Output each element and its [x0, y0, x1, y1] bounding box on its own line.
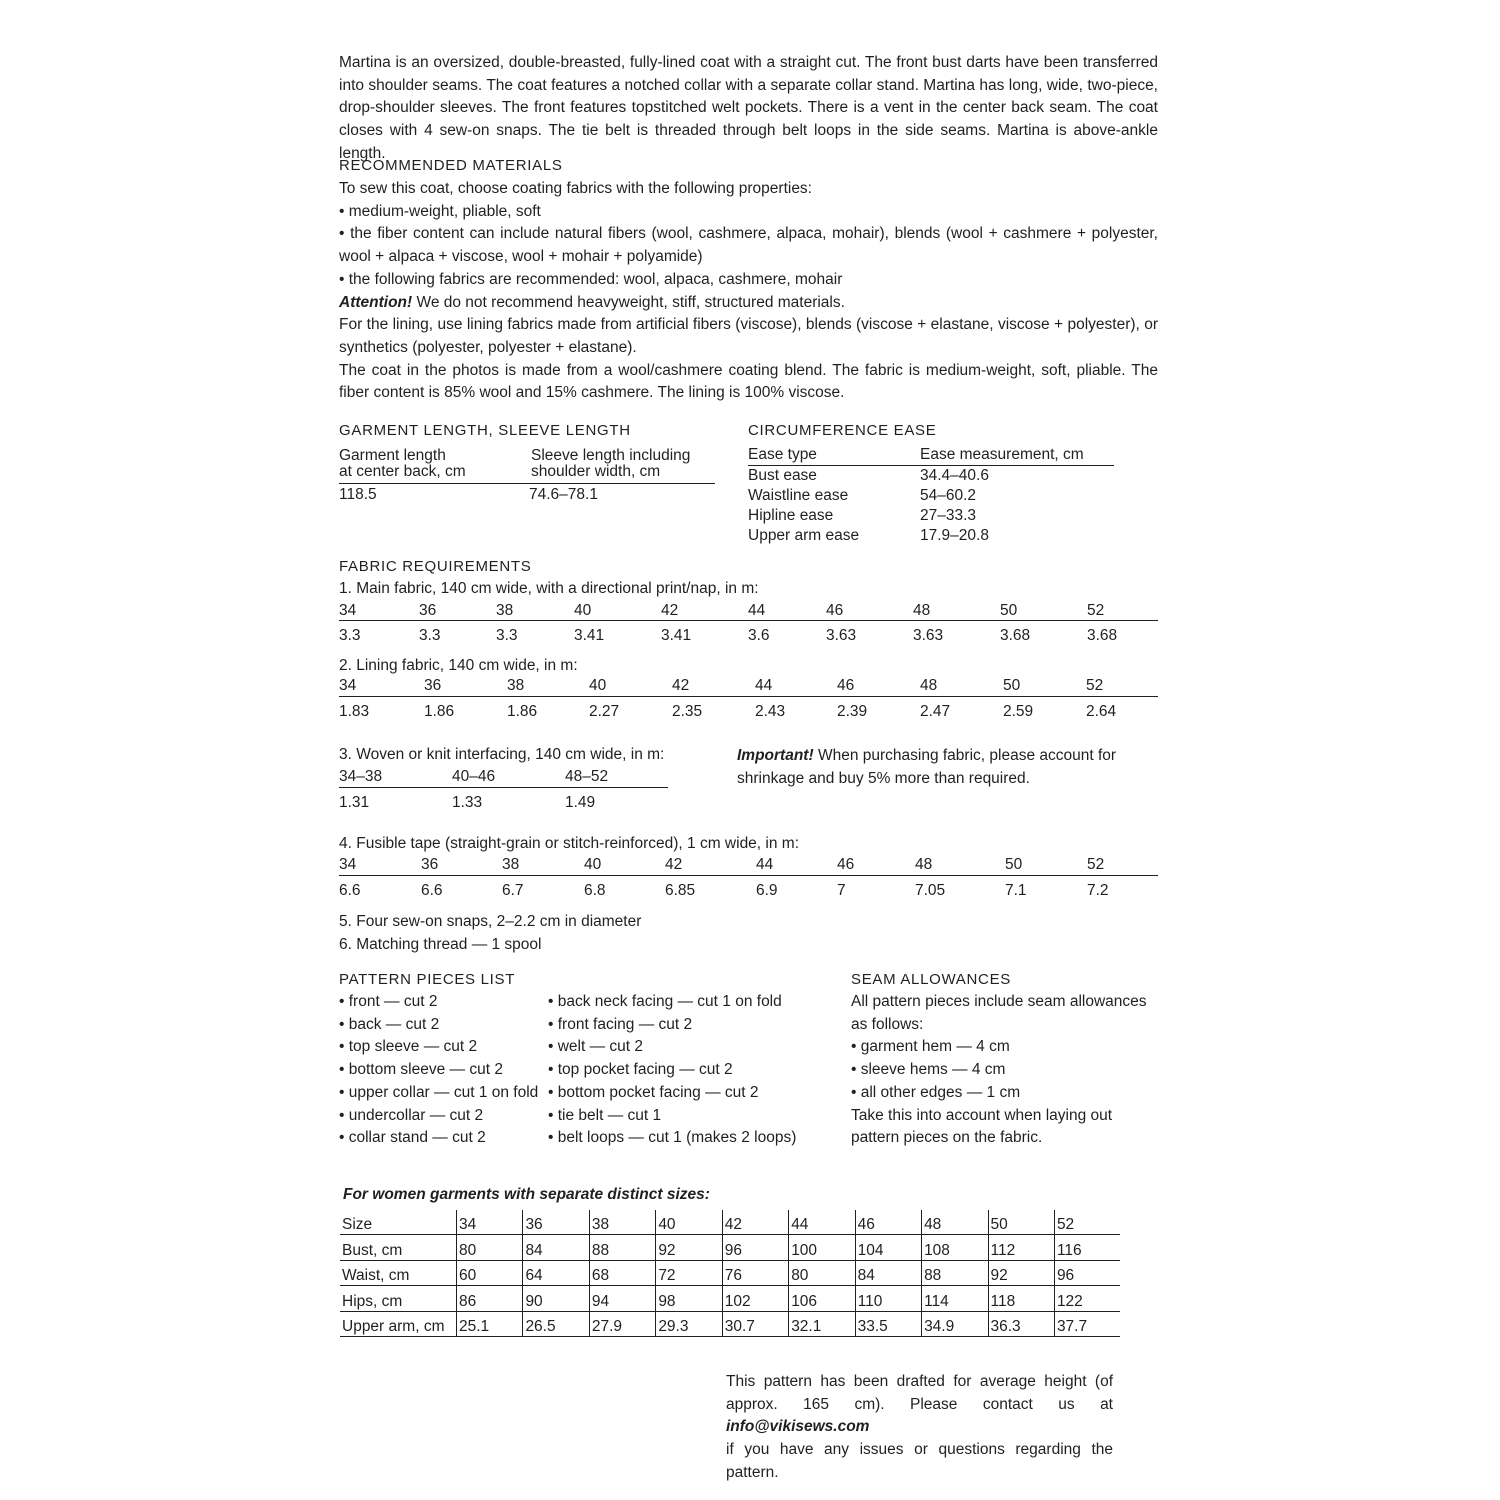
size-chart-cell: 100	[789, 1235, 855, 1260]
tape-value: 6.6	[339, 882, 361, 899]
lining-fabric-value: 2.59	[1003, 703, 1034, 720]
interfacing-divider	[339, 787, 668, 788]
tape-value: 7	[837, 882, 846, 899]
seam-line: Take this into account when laying out	[851, 1106, 1113, 1124]
size-chart-cell: 42	[722, 1210, 788, 1235]
size-chart-cell: 92	[656, 1235, 722, 1260]
interfacing-size: 40–46	[452, 768, 496, 785]
tape-value: 6.6	[421, 882, 443, 899]
piece-item: • undercollar — cut 2	[339, 1106, 484, 1124]
size-chart-cell: 96	[1054, 1260, 1120, 1285]
size-chart-cell: 44	[789, 1210, 855, 1235]
size-chart-cell: Waist, cm	[340, 1260, 457, 1285]
size-label: 52	[1087, 602, 1105, 619]
size-chart-cell: 90	[523, 1286, 589, 1311]
size-label: 40	[574, 602, 592, 619]
tape-value: 6.7	[502, 882, 524, 899]
length-heading: GARMENT LENGTH, SLEEVE LENGTH	[339, 422, 631, 439]
interfacing-value: 1.33	[452, 794, 483, 811]
extra-supplies	[339, 911, 641, 956]
size-chart-table	[340, 1210, 1120, 1337]
ease-type: Upper arm ease	[748, 527, 860, 544]
size-chart-cell: Hips, cm	[340, 1286, 457, 1311]
piece-item: • belt loops — cut 1 (makes 2 loops)	[548, 1129, 797, 1147]
main-fabric-value: 3.6	[748, 627, 770, 644]
piece-item: • front — cut 2	[339, 993, 438, 1010]
size-label: 48	[915, 856, 933, 873]
main-fabric-value: 3.68	[1087, 627, 1118, 644]
size-chart-cell: 46	[855, 1210, 921, 1235]
materials-lead: To sew this coat, choose coating fabrics with the following properties:	[339, 180, 812, 197]
ease-value: 17.9–20.8	[920, 527, 989, 544]
main-fabric-value: 3.3	[496, 627, 518, 644]
seam-line: • sleeve hems — 4 cm	[851, 1061, 1006, 1079]
lining-fabric-title: 2. Lining fabric, 140 cm wide, in m:	[339, 657, 578, 674]
ease-col-type: Ease type	[748, 446, 817, 463]
piece-item: • bottom sleeve — cut 2	[339, 1061, 503, 1079]
size-chart-cell: 112	[988, 1235, 1054, 1260]
size-label: 50	[1005, 856, 1023, 873]
lining-fabric-value: 2.39	[837, 703, 868, 720]
size-label: 52	[1086, 677, 1104, 694]
size-chart-cell: Upper arm, cm	[340, 1311, 457, 1336]
size-chart-cell: 32.1	[789, 1311, 855, 1336]
ease-value: 27–33.3	[920, 507, 977, 524]
size-chart-cell: 76	[722, 1260, 788, 1285]
lining-fabric-value: 2.43	[755, 703, 786, 720]
main-fabric-value: 3.41	[574, 627, 605, 644]
important-note	[737, 745, 1119, 790]
lining-fabric-value: 1.86	[424, 703, 455, 720]
contact-text-end: if you have any issues or questions regarding the pattern.	[726, 1441, 1113, 1481]
lining-fabric-value: 1.83	[339, 703, 370, 720]
lining-fabric-value: 2.47	[920, 703, 951, 720]
pieces-column-2	[548, 991, 796, 1150]
main-fabric-divider	[339, 620, 1158, 621]
ease-type: Bust ease	[748, 467, 817, 484]
piece-item: • back — cut 2	[339, 1015, 440, 1033]
tape-value: 6.85	[665, 882, 696, 899]
size-label: 44	[748, 602, 766, 619]
size-label: 36	[419, 602, 437, 619]
pieces-heading: PATTERN PIECES LIST	[339, 971, 516, 988]
size-label: 36	[421, 856, 439, 873]
size-chart-cell: 86	[457, 1286, 523, 1311]
length-col2-line: Sleeve length including	[531, 447, 691, 464]
tape-value: 7.05	[915, 882, 946, 899]
materials-bullet: • the fiber content can include natural fibers (wool, cashmere, alpaca, mohair), blends (wool + cashmere + polyester, wool + alpaca + viscose, wool + mohair + polyamide)	[339, 225, 1158, 266]
size-chart-cell: 30.7	[722, 1311, 788, 1336]
main-fabric-value: 3.68	[1000, 627, 1031, 644]
size-label: 36	[424, 677, 442, 694]
ease-type: Hipline ease	[748, 507, 834, 524]
lining-note: For the lining, use lining fabrics made from artificial fibers (viscose), blends (viscose + elastane, viscose + polyester), or synthetics (polyester, polyester + elastane).	[339, 316, 1158, 356]
contact-email[interactable]: info@vikisews.com	[726, 1418, 870, 1436]
attention-text: We do not recommend heavyweight, stiff, structured materials.	[412, 293, 845, 311]
size-label: 44	[756, 856, 774, 873]
contact-note	[726, 1371, 1113, 1485]
size-chart-cell: 60	[457, 1260, 523, 1285]
size-chart-cell: 96	[722, 1235, 788, 1260]
seam-line: • all other edges — 1 cm	[851, 1083, 1021, 1101]
size-chart-cell: 36.3	[988, 1311, 1054, 1336]
size-chart-cell: 98	[656, 1286, 722, 1311]
size-label: 48	[913, 602, 931, 619]
size-label: 42	[661, 602, 679, 619]
size-chart-cell: 84	[855, 1260, 921, 1285]
ease-value: 54–60.2	[920, 487, 977, 504]
length-value-sleeve: 74.6–78.1	[529, 486, 598, 503]
interfacing-size: 48–52	[565, 768, 609, 785]
tape-value: 7.2	[1087, 882, 1109, 899]
size-chart-cell: 84	[523, 1235, 589, 1260]
interfacing-value: 1.49	[565, 794, 596, 811]
length-divider	[339, 483, 715, 484]
size-label: 34	[339, 856, 357, 873]
length-col1-line: at center back, cm	[339, 463, 466, 480]
size-chart-cell: 116	[1054, 1235, 1120, 1260]
size-chart-cell: Bust, cm	[340, 1235, 457, 1260]
size-chart-cell: 52	[1054, 1210, 1120, 1235]
tape-value: 6.9	[756, 882, 778, 899]
attention-note	[339, 292, 1158, 315]
size-chart-cell: 64	[523, 1260, 589, 1285]
size-label: 38	[502, 856, 520, 873]
ease-divider	[748, 465, 1114, 466]
lining-fabric-value: 2.35	[672, 703, 703, 720]
piece-item: • collar stand — cut 2	[339, 1129, 486, 1147]
seam-line: as follows:	[851, 1015, 924, 1033]
ease-value: 34.4–40.6	[920, 467, 989, 484]
important-label: Important!	[737, 747, 814, 764]
size-chart-cell: 36	[523, 1210, 589, 1235]
seam-text	[851, 991, 1147, 1150]
size-chart-row	[340, 1286, 1120, 1311]
materials-bullet: • medium-weight, pliable, soft	[339, 202, 541, 220]
ease-col-value: Ease measurement, cm	[920, 446, 1084, 463]
piece-item: • tie belt — cut 1	[548, 1106, 662, 1124]
fabric-heading: FABRIC REQUIREMENTS	[339, 558, 532, 575]
size-label: 46	[837, 677, 855, 694]
tape-divider	[339, 875, 1158, 876]
interfacing-size: 34–38	[339, 768, 383, 785]
photos-note: The coat in the photos is made from a wool/cashmere coating blend. The fabric is medium-weight, soft, pliable. The fiber content is 85% wool and 15% cashmere. The lining is 100% viscose.	[339, 361, 1158, 402]
size-chart-row	[340, 1235, 1120, 1260]
length-value-garment: 118.5	[339, 486, 377, 503]
main-fabric-value: 3.63	[826, 627, 857, 644]
snaps-item: 5. Four sew-on snaps, 2–2.2 cm in diameter	[339, 913, 642, 930]
size-label: 50	[1000, 602, 1018, 619]
length-col1-header	[339, 448, 466, 480]
size-chart-cell: 50	[988, 1210, 1054, 1235]
size-chart-cell: 68	[589, 1260, 655, 1285]
thread-item: 6. Matching thread — 1 spool	[339, 935, 542, 953]
size-chart-cell: 33.5	[855, 1311, 921, 1336]
contact-text: This pattern has been drafted for average height (of approx. 165 cm). Please contact us at	[726, 1373, 1113, 1413]
intro-paragraph: Martina is an oversized, double-breasted, fully-lined coat with a straight cut. The front bust darts have been transferred into shoulder seams. The coat features a notched collar with a separate collar stand. Martina has long, wide, two-piece, drop-shoulder sleeves. The front features topstitched welt pockets. There is a vent in the center back seam. The coat closes with 4 sew-on snaps. The tie belt is threaded through belt loops in the side seams. Martina is above-ankle length.	[339, 54, 1158, 162]
lining-fabric-value: 2.27	[589, 703, 620, 720]
size-chart-cell: 26.5	[523, 1311, 589, 1336]
seam-line: • garment hem — 4 cm	[851, 1038, 1010, 1056]
size-chart-cell: 80	[789, 1260, 855, 1285]
size-label: 44	[755, 677, 773, 694]
size-chart-cell: 25.1	[457, 1311, 523, 1336]
main-fabric-title: 1. Main fabric, 140 cm wide, with a directional print/nap, in m:	[339, 580, 759, 597]
size-label: 34	[339, 602, 357, 619]
size-chart-cell: 114	[922, 1286, 988, 1311]
size-chart-cell: 92	[988, 1260, 1054, 1285]
size-chart-cell: 106	[789, 1286, 855, 1311]
materials-section	[339, 178, 1158, 405]
seam-line: All pattern pieces include seam allowances	[851, 993, 1147, 1010]
materials-bullet: • the following fabrics are recommended: wool, alpaca, cashmere, mohair	[339, 270, 843, 288]
size-chart-cell: 110	[855, 1286, 921, 1311]
length-col2-header	[531, 448, 690, 480]
size-chart-cell: 29.3	[656, 1311, 722, 1336]
size-label: 40	[584, 856, 602, 873]
size-chart-cell: 94	[589, 1286, 655, 1311]
size-chart-row	[340, 1210, 1120, 1235]
size-label: 38	[496, 602, 514, 619]
piece-item: • front facing — cut 2	[548, 1015, 693, 1033]
piece-item: • top sleeve — cut 2	[339, 1038, 478, 1056]
tape-value: 6.8	[584, 882, 606, 899]
lining-fabric-value: 1.86	[507, 703, 538, 720]
size-label: 46	[837, 856, 855, 873]
size-chart-cell: 118	[988, 1286, 1054, 1311]
size-chart-cell: 108	[922, 1235, 988, 1260]
ease-type: Waistline ease	[748, 487, 849, 504]
size-chart-cell: Size	[340, 1210, 457, 1235]
seam-heading: SEAM ALLOWANCES	[851, 971, 1011, 988]
main-fabric-value: 3.3	[419, 627, 441, 644]
piece-item: • top pocket facing — cut 2	[548, 1061, 733, 1079]
size-label: 42	[665, 856, 683, 873]
piece-item: • back neck facing — cut 1 on fold	[548, 993, 782, 1010]
size-chart-cell: 80	[457, 1235, 523, 1260]
size-chart-cell: 40	[656, 1210, 722, 1235]
size-label: 38	[507, 677, 525, 694]
size-label: 34	[339, 677, 357, 694]
length-col1-line: Garment length	[339, 447, 446, 464]
seam-line: pattern pieces on the fabric.	[851, 1129, 1043, 1147]
interfacing-value: 1.31	[339, 794, 370, 811]
size-label: 48	[920, 677, 938, 694]
size-chart-cell: 34	[457, 1210, 523, 1235]
materials-heading: RECOMMENDED MATERIALS	[339, 157, 563, 174]
lining-fabric-value: 2.64	[1086, 703, 1117, 720]
lining-fabric-divider	[339, 696, 1158, 697]
pieces-column-1	[339, 991, 538, 1150]
important-text: When purchasing fabric, please account for shrinkage and buy 5% more than required.	[737, 747, 1117, 787]
size-chart-cell: 104	[855, 1235, 921, 1260]
size-label: 46	[826, 602, 844, 619]
size-label: 40	[589, 677, 607, 694]
ease-heading: CIRCUMFERENCE EASE	[748, 422, 937, 439]
size-chart-title: For women garments with separate distinct sizes:	[343, 1186, 710, 1203]
size-chart-cell: 38	[589, 1210, 655, 1235]
size-chart-row	[340, 1311, 1120, 1336]
piece-item: • upper collar — cut 1 on fold	[339, 1083, 539, 1101]
size-chart-cell: 37.7	[1054, 1311, 1120, 1336]
size-chart-row	[340, 1260, 1120, 1285]
main-fabric-value: 3.63	[913, 627, 944, 644]
size-chart-cell: 102	[722, 1286, 788, 1311]
main-fabric-value: 3.41	[661, 627, 692, 644]
size-chart-cell: 88	[589, 1235, 655, 1260]
size-label: 52	[1087, 856, 1105, 873]
size-chart-cell: 72	[656, 1260, 722, 1285]
main-fabric-value: 3.3	[339, 627, 361, 644]
piece-item: • bottom pocket facing — cut 2	[548, 1083, 759, 1101]
size-chart-cell: 48	[922, 1210, 988, 1235]
size-chart-cell: 88	[922, 1260, 988, 1285]
size-label: 50	[1003, 677, 1021, 694]
tape-value: 7.1	[1005, 882, 1027, 899]
piece-item: • welt — cut 2	[548, 1038, 644, 1056]
size-label: 42	[672, 677, 690, 694]
size-chart-cell: 34.9	[922, 1311, 988, 1336]
size-chart-cell: 122	[1054, 1286, 1120, 1311]
interfacing-title: 3. Woven or knit interfacing, 140 cm wide, in m:	[339, 746, 665, 763]
attention-label: Attention!	[339, 293, 413, 311]
length-col2-line: shoulder width, cm	[531, 463, 661, 480]
size-chart-cell: 27.9	[589, 1311, 655, 1336]
tape-title: 4. Fusible tape (straight-grain or stitch-reinforced), 1 cm wide, in m:	[339, 835, 800, 852]
